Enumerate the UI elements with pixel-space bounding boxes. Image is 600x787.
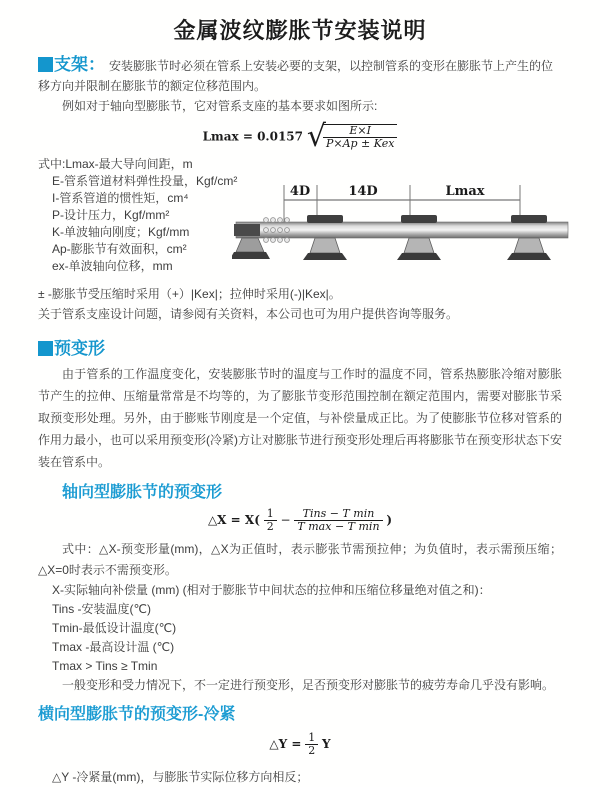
minus-sign: − [280,513,291,528]
predeform-section-heading [38,334,562,359]
definition-item: K-单波轴向刚度；Kgf/mm [52,225,190,240]
lmax-formula-lhs: Lmax = 0.0157 [202,129,303,144]
lmax-formula [38,119,562,155]
x-definition-line: X-实际轴向补偿量 (mm) (相对于膨胀节中间状态的拉伸和压缩位移量绝对值之和)： [52,583,491,598]
lateral-subsection-heading: 横向型膨胀节的预变形-冷紧 [38,706,236,724]
service-note-line: 关于管系支座设计问题，请参阅有关资料，本公司也可为用户提供咨询等服务。 [38,307,459,322]
axial-formula [38,508,562,533]
dim-label-4d: 4D [289,184,311,200]
temp-definition-line: Tmin-最低设计温度(℃) [52,621,177,636]
predeform-body-paragraph: 由于管系的工作温度变化，安装膨胀节时的温度与工作时的温度不同，管系热膨胀冷缩对膨胀节产生的拉伸、压缩量常常是不均等的，为了膨胀节变形范围控制在额定范围内，需要对膨胀节采取预变形处理。另外，由于膨账节刚度是一个定值，与补偿量成正比。为了使膨胀节位移对管系的作用力最小，也可以采用预变形(冷紧)方让对膨胀节进行预变形处理后再将膨胀节在预变形状态下安装在管系中。 [38,367,562,470]
definition-item: P-设计压力，Kgf/mm² [52,208,170,223]
support-intro-text: 安装膨胀节时必须在管系上安装必要的支架，以控制管系的变形在膨胀节上产生的位移方向并限制在膨胀节的额定位移范围内。 [38,59,554,93]
axial-subsection-heading: 轴向型膨胀节的预变形 [62,484,223,502]
pm-note-line: ± -膨胀节受压缩时采用（+）|Kex|；拉伸时采用(-)|Kex|。 [38,287,341,302]
axial-formula-suffix: ) [386,513,393,528]
axial-formula-prefix: △X = X( [207,513,260,528]
half-fraction: $\frac{1}{2}$ [264,508,277,533]
blue-square-icon [38,57,53,72]
definition-item: E-管系管道材料弹性投量，Kgf/cm² [52,174,238,189]
support-intro-paragraph [38,55,562,96]
axial-note-line: 一般变形和受力情况下，不一定进行预变形，足否预变形对膨胀节的疲劳寿命几乎没有影响。 [62,678,555,693]
support-heading-label: 支架： [54,55,105,74]
definition-item: ex-单波轴向位移，mm [52,259,173,274]
pipe-support-diagram [232,180,580,272]
temperature-fraction: $\frac{\text{Tins − T min}}{\text{T max − T min}}$ [294,508,382,533]
lateral-formula-suffix: Y [322,737,331,752]
temp-definition-line: Tmax -最高设计温 (℃) [52,640,175,655]
definition-item: I-管系管道的惯性矩，cm⁴ [52,191,189,206]
page-title: 金属波纹膨胀节安装说明 [173,18,427,43]
axial-explain-paragraph: 式中：△X-预变形量(mm)，△X为正值时，表示膨张节需预拉伸；为负值时，表示需预压缩；△X=0时表示不需预变形。 [38,542,562,578]
temp-relation-line: Tmax > Tins ≥ Tmin [52,659,158,674]
definition-item: Ap-膨胀节有效面积，cm² [52,242,187,257]
half-fraction: $\frac{1}{2}$ [305,732,318,757]
lmax-formula-fraction: $\frac{E\times I}{\text{P×Ap ± Kex}}$ [323,124,397,150]
definitions-and-diagram [38,156,562,284]
support-section-heading [38,55,105,74]
dim-label-lmax: Lmax [445,184,485,200]
lateral-formula-prefix: △Y = [269,737,302,752]
predeform-heading-label: 预变形 [54,339,105,359]
dim-label-14d: 14D [348,184,378,200]
definition-item: 式中:Lmax-最大导向间距，m [38,157,193,172]
square-root-symbol: √ [306,119,326,155]
blue-square-icon [38,341,53,356]
lateral-formula [38,732,562,757]
lateral-note-line: △Y -冷紧量(mm)，与膨胀节实际位移方向相反； [52,769,309,784]
temp-definition-line: Tins -安装温度(℃) [52,602,152,617]
support-example-line: 例如对于轴向型膨胀节，它对管系支座的基本要求如图所示: [62,99,378,113]
